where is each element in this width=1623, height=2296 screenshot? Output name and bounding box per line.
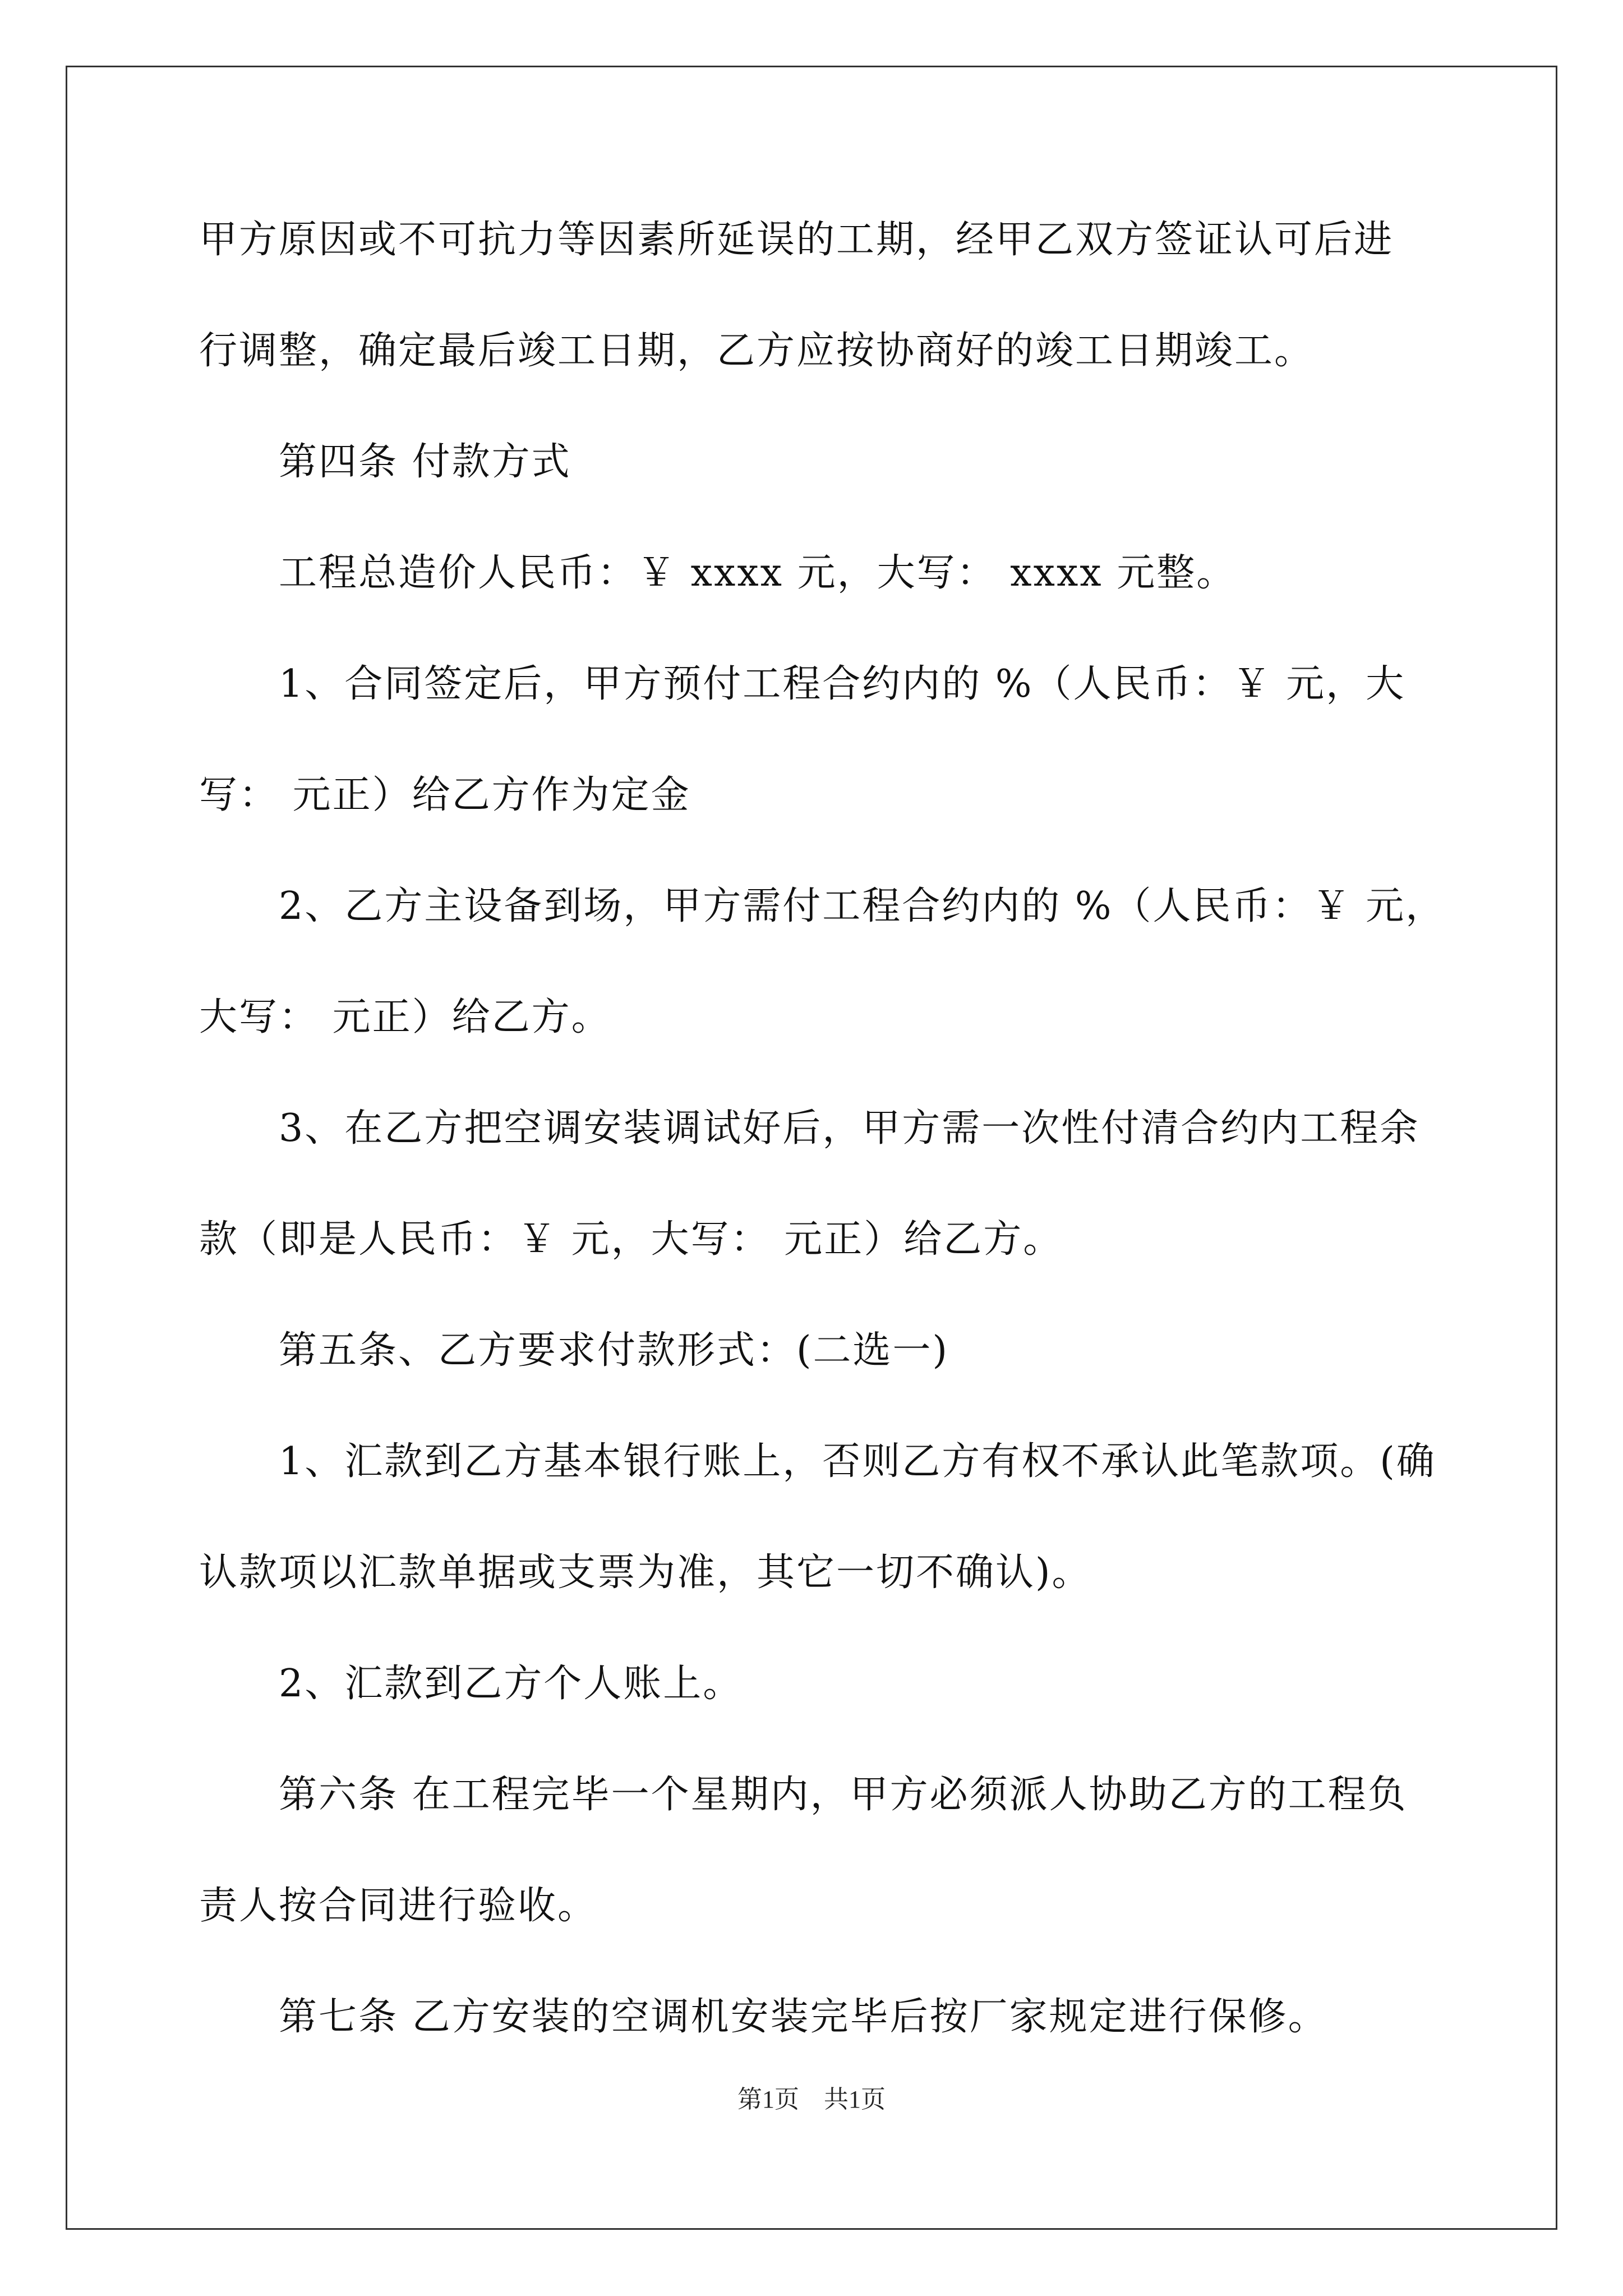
text-line: 工程总造价人民币：￥ xxxx 元，大写： xxxx 元整。 [199, 551, 1237, 595]
section-heading: 第五条、乙方要求付款形式：(二选一) [199, 1328, 949, 1373]
text-line: 1、汇款到乙方基本银行账上，否则乙方有权不承认此笔款项。(确 [199, 1439, 1436, 1484]
text-line: 甲方原因或不可抗力等因素所延误的工期，经甲乙双方签证认可后进 [199, 218, 1394, 262]
text-line: 款（即是人民币：￥ 元，大写： 元正）给乙方。 [199, 1217, 1063, 1262]
text-line: 2、乙方主设备到场，甲方需付工程合约内的 %（人民币：￥ 元， [199, 884, 1446, 928]
page-number-footer: 第1页 共1页 [737, 2086, 886, 2113]
text-line: 责人按合同进行验收。 [199, 1884, 598, 1928]
text-line: 写： 元正）给乙方作为定金 [199, 773, 691, 817]
text-line: 认款项以汇款单据或支票为准，其它一切不确认)。 [199, 1550, 1092, 1595]
text-line: 3、在乙方把空调安装调试好后，甲方需一次性付清合约内工程余 [199, 1106, 1420, 1151]
section-heading: 第七条 乙方安装的空调机安装完毕后按厂家规定进行保修。 [199, 1995, 1328, 2039]
text-line: 大写： 元正）给乙方。 [199, 995, 611, 1039]
text-line: 行调整，确定最后竣工日期，乙方应按协商好的竣工日期竣工。 [199, 329, 1315, 373]
section-heading: 第六条 在工程完毕一个星期内，甲方必须派人协助乙方的工程负 [199, 1773, 1408, 1817]
text-line: 1、合同签定后，甲方预付工程合约内的 %（人民币：￥ 元，大 [199, 662, 1406, 706]
text-line: 2、汇款到乙方个人账上。 [199, 1662, 743, 1706]
section-heading: 第四条 付款方式 [199, 440, 571, 484]
